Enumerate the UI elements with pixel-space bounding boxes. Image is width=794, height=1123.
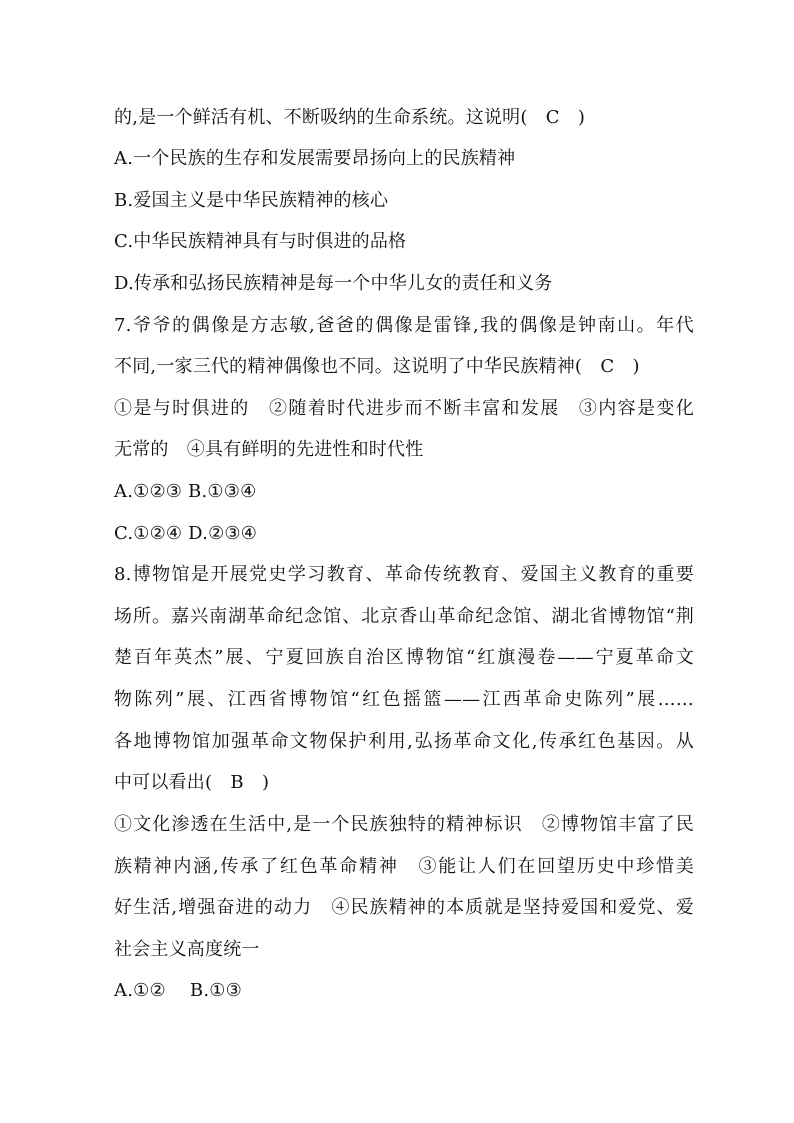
question-8-line-1: 8.博物馆是开展党史学习教育、革命传统教育、爱国主义教育的重要 [114, 564, 694, 585]
option-c-q6: C.中华民族精神具有与时俱进的品格 [114, 231, 407, 252]
text-line-1: 的,是一个鲜活有机、不断吸纳的生命系统。这说明( C ) [114, 107, 586, 128]
option-b-q6: B.爱国主义是中华民族精神的核心 [114, 190, 389, 211]
question-8-statement-line-3: 好生活,增强奋进的动力 ④民族精神的本质就是坚持爱国和爱党、爱 [114, 897, 694, 918]
question-8-line-2: 场所。嘉兴南湖革命纪念馆、北京香山革命纪念馆、湖北省博物馆“荆 [114, 606, 694, 627]
question-8-options-ab: A.①② B.①③ [114, 980, 242, 1001]
option-a-q6: A.一个民族的生存和发展需要昂扬向上的民族精神 [114, 148, 516, 169]
question-8-line-6: 中可以看出( B ) [114, 772, 270, 793]
question-7-line-1: 7.爷爷的偶像是方志敏,爸爸的偶像是雷锋,我的偶像是钟南山。年代 [114, 315, 694, 336]
question-8-line-3: 楚百年英杰”展、宁夏回族自治区博物馆“红旗漫卷——宁夏革命文 [114, 647, 694, 668]
option-d-q6: D.传承和弘扬民族精神是每一个中华儿女的责任和义务 [114, 273, 553, 294]
question-8-line-4: 物陈列”展、江西省博物馆“红色摇篮——江西革命史陈列”展…… [114, 689, 694, 710]
question-7-options-ab: A.①②③ B.①③④ [114, 481, 257, 502]
question-7-statement-line-1: ①是与时俱进的 ②随着时代进步而不断丰富和发展 ③内容是变化 [114, 398, 694, 419]
question-8-statement-line-1: ①文化渗透在生活中,是一个民族独特的精神标识 ②博物馆丰富了民 [114, 814, 694, 835]
question-8-statement-line-4: 社会主义高度统一 [114, 939, 260, 960]
question-8-line-5: 各地博物馆加强革命文物保护利用,弘扬革命文化,传承红色基因。从 [114, 731, 694, 752]
question-8-statement-line-2: 族精神内涵,传承了红色革命精神 ③能让人们在回望历史中珍惜美 [114, 856, 694, 877]
question-7-statement-line-2: 无常的 ④具有鲜明的先进性和时代性 [114, 439, 424, 460]
question-7-options-cd: C.①②④ D.②③④ [114, 523, 258, 544]
question-7-line-2: 不同,一家三代的精神偶像也不同。这说明了中华民族精神( C ) [114, 356, 640, 377]
